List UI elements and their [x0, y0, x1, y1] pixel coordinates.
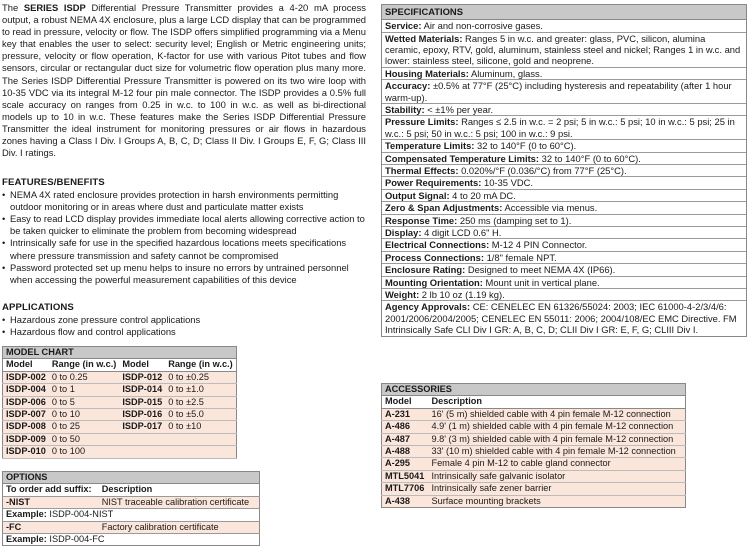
range-cell: 0 to 100 — [49, 446, 120, 458]
table-row — [3, 446, 237, 458]
model-cell: ISDP-007 — [3, 409, 49, 421]
spec-line — [382, 264, 746, 276]
spec-line — [382, 177, 746, 189]
spec-line — [382, 289, 746, 301]
range-cell: 0 to 0.25 — [49, 371, 120, 383]
model-chart-title-row — [3, 347, 237, 359]
range-cell: 0 to 50 — [49, 433, 120, 445]
options-heading: OPTIONS — [3, 472, 260, 484]
spec-line — [382, 202, 746, 214]
spec-label: Housing Materials: — [385, 67, 469, 79]
spec-label: Zero & Span Adjustments: — [385, 202, 503, 214]
spec-value: 32 to 140°F (0 to 60°C). — [474, 140, 577, 152]
applications-heading: APPLICATIONS — [2, 302, 74, 313]
spec-label: Wetted Materials: — [385, 32, 463, 44]
spec-label: Stability: — [385, 103, 425, 115]
option-suffix: -FC — [3, 521, 99, 533]
model-cell: ISDP-012 — [119, 371, 165, 383]
spec-line — [382, 165, 746, 177]
spec-label: Response Time: — [385, 214, 458, 226]
spec-line — [382, 20, 746, 32]
spec-label: Pressure Limits: — [385, 116, 459, 128]
model-cell: ISDP-010 — [3, 446, 49, 458]
spec-label: Service: — [385, 20, 422, 32]
spec-value: CE: CENELEC EN 61326/55024: 2003; IEC 61000-4-2/3/4/6: 2001/2006/2004/2005; CENELEC EN 55011: 2006; 2004/108/EC EMC Directive. FM Intrinsically Safe CLI Div I GR: A, B, C, D; CLII Div I GR: E, F, G; CLIII Div I. — [385, 301, 737, 336]
range-cell: 0 to 1 — [49, 384, 120, 396]
intro-paragraph — [2, 2, 366, 159]
model-cell: ISDP-014 — [119, 384, 165, 396]
range-cell: 0 to 25 — [49, 421, 120, 433]
option-row — [3, 521, 260, 533]
column-header: To order add suffix: — [3, 484, 99, 496]
spec-label: Temperature Limits: — [385, 140, 475, 152]
spec-value: ±0.5% at 77°F (25°C) including hysteresis and repeatability (after 1 hour warm-up). — [385, 80, 732, 103]
model-cell — [119, 433, 165, 445]
accessory-description: 33' (10 m) shielded cable with 4 pin female M-12 connection — [428, 446, 685, 458]
model-cell: ISDP-009 — [3, 433, 49, 445]
option-suffix: -NIST — [3, 496, 99, 508]
option-description: NIST traceable calibration certificate — [99, 496, 260, 508]
application-item: • Hazardous zone pressure control applications — [2, 314, 366, 326]
range-cell: 0 to 10 — [49, 409, 120, 421]
spec-label: Power Requirements: — [385, 177, 482, 189]
table-row — [382, 470, 686, 482]
accessory-model: A-438 — [385, 495, 411, 506]
spec-line — [382, 227, 746, 239]
spec-label: Thermal Effects: — [385, 164, 459, 176]
accessory-model: A-487 — [382, 433, 429, 445]
spec-value: Air and non-corrosive gases. — [421, 20, 543, 32]
example-label: Example: — [6, 534, 47, 545]
accessories-header-row — [382, 396, 686, 408]
spec-value: 32 to 140°F (0 to 60°C). — [539, 152, 641, 164]
spec-value: Mount unit in vertical plane. — [482, 276, 600, 288]
spec-label: Compensated Temperature Limits: — [385, 152, 540, 164]
model-cell: ISDP-016 — [119, 409, 165, 421]
spec-line — [382, 153, 746, 165]
spec-label: Output Signal: — [385, 189, 450, 201]
spec-value: Ranges 5 in w.c. and greater: glass, PVC, silicon, alumina ceramic, epoxy, RTV, gold, aluminum, stainless steel and nickel; Ranges 1 in w.c. and lower: stainless steel, silicone, gold and neoprene. — [385, 32, 741, 67]
spec-line — [382, 277, 746, 289]
accessories-heading: ACCESSORIES — [382, 384, 686, 396]
spec-value: 10-35 VDC. — [481, 177, 533, 189]
intro-body: Differential Pressure Transmitter provides a 4-20 mA process output, a robust NEMA 4X enclosure, plus a large LCD display that can be programmed to read in pressure, velocity or flow. The ISDP offers simplified programming via a Menu key that enables the user to select: security level; English or Metric engineering units; pressure, velocity or flow operation, K-factor for use with various Pitot tubes and flow sensors, circular or rectangular duct size for volumetric flow operation plus many more. The Series ISDP Differential Pressure Transmitter is powered on its two wire loop with 10-35 VDC via its integral M-12 four pin male connector. The ISDP provides a 0.5% full scale accuracy on ranges from 0.25 in w.c. to 100 in w.c. as well as bi-directional models up to 10 in w.c. These features make the Series ISDP Differential Pressure Transmitter the ideal instrument for monitoring pressures or air flows in hazardous zones having a Class I Div. I Groups A, B, C, D; Class II Div. I Groups E, F, G; Class III Div. I ratings. — [2, 2, 366, 159]
spec-label: Enclosure Rating: — [385, 264, 466, 276]
column-header: Model — [119, 359, 165, 371]
intro-product-name: SERIES ISDP — [23, 2, 86, 13]
applications-section — [2, 302, 366, 338]
table-row — [382, 458, 686, 470]
features-section — [2, 177, 366, 286]
accessory-description: Surface mounting brackets — [431, 495, 541, 506]
feature-item: • Intrinsically safe for use in the specified hazardous locations meets specifications where pressure transmission and safety cannot be compromised — [2, 237, 366, 261]
model-chart-table — [2, 346, 237, 459]
spec-label: Electrical Connections: — [385, 239, 490, 251]
spec-value: Accessible via menus. — [502, 202, 598, 214]
column-header: Description — [99, 484, 260, 496]
spec-line — [382, 68, 746, 80]
applications-list — [2, 314, 366, 338]
spec-label: Accuracy: — [385, 80, 431, 92]
accessory-model: MTL5041 — [382, 470, 429, 482]
table-row — [382, 408, 686, 420]
accessory-model: A-295 — [382, 458, 429, 470]
spec-value: 4 digit LCD 0.6" H. — [421, 227, 502, 238]
spec-value: 4 to 20 mA DC. — [449, 189, 516, 201]
accessory-description: 4.9' (1 m) shielded cable with 4 pin female M-12 connection — [428, 421, 685, 433]
feature-item: • Password protected set up menu helps to insure no errors by untrained personnel when accessing the powerful measurement capabilities of this device — [2, 262, 366, 286]
range-cell — [165, 446, 236, 458]
spec-line — [382, 33, 746, 68]
accessory-model: A-486 — [382, 421, 429, 433]
accessory-description: 9.8' (3 m) shielded cable with 4 pin female M-12 connection — [428, 433, 685, 445]
range-cell — [165, 433, 236, 445]
spec-value: 250 ms (damping set to 1). — [457, 214, 572, 226]
table-row — [3, 384, 237, 396]
accessory-model: A-488 — [382, 446, 429, 458]
range-cell: 0 to ±5.0 — [165, 409, 236, 421]
feature-item: • Easy to read LCD display provides immediate local alerts allowing corrective action to be taken quicker to eliminate the problem from becoming widespread — [2, 213, 366, 237]
model-cell: ISDP-004 — [3, 384, 49, 396]
accessory-description: Intrinsically safe galvanic isolator — [428, 470, 685, 482]
spec-label: Display: — [385, 227, 422, 238]
accessory-model: A-231 — [382, 408, 429, 420]
spec-value: Designed to meet NEMA 4X (IP66). — [465, 264, 616, 276]
accessory-model: MTL7706 — [382, 483, 429, 495]
model-chart-heading: MODEL CHART — [3, 347, 237, 359]
intro-lead: The — [2, 2, 24, 13]
range-cell: 0 to ±0.25 — [165, 371, 236, 383]
spec-line — [382, 104, 746, 116]
model-cell: ISDP-017 — [119, 421, 165, 433]
range-cell: 0 to ±2.5 — [165, 396, 236, 408]
table-row — [382, 433, 686, 445]
options-header-row — [3, 484, 260, 496]
spec-value: < ±1% per year. — [424, 103, 494, 115]
application-item: • Hazardous flow and control applications — [2, 326, 366, 338]
spec-value: M-12 4 PIN Connector. — [489, 239, 588, 251]
range-cell: 0 to ±10 — [165, 421, 236, 433]
spec-line — [382, 215, 746, 227]
option-row — [3, 496, 260, 508]
spec-line — [382, 140, 746, 152]
table-row — [382, 421, 686, 433]
spec-value: 1/8" female NPT. — [483, 251, 557, 263]
specifications-heading: SPECIFICATIONS — [382, 5, 746, 20]
accessories-table — [381, 383, 686, 508]
spec-value: 2 lb 10 oz (1.19 kg). — [419, 289, 505, 301]
table-row — [382, 483, 686, 495]
features-heading: FEATURES/BENEFITS — [2, 177, 105, 188]
accessory-description: Intrinsically safe zener barrier — [428, 483, 685, 495]
example-value: ISDP-004-NIST — [46, 509, 114, 520]
spec-value: Ranges ≤ 2.5 in w.c. = 2 psi; 5 in w.c.: 5 psi; 10 in w.c.: 5 psi; 25 in w.c.: 5 psi; 50 in w.c.: 5 psi; 100 in w.c.: 9 psi. — [385, 116, 735, 139]
spec-label: Process Connections: — [385, 251, 484, 263]
table-row — [3, 421, 237, 433]
spec-line — [382, 252, 746, 264]
table-row — [3, 371, 237, 383]
specifications-box — [381, 4, 747, 337]
spec-line — [382, 116, 746, 140]
example-label: Example: — [6, 509, 47, 520]
spec-line — [382, 80, 746, 104]
accessory-description: Female 4 pin M-12 to cable gland connector — [428, 458, 685, 470]
example-value: ISDP-004-FC — [46, 534, 105, 545]
accessory-description: 16' (5 m) shielded cable with 4 pin female M-12 connection — [428, 408, 685, 420]
spec-label: Mounting Orientation: — [385, 276, 483, 288]
options-table — [2, 471, 260, 546]
range-cell: 0 to 5 — [49, 396, 120, 408]
column-header: Model — [382, 396, 429, 408]
spec-line — [382, 301, 746, 335]
options-title-row — [3, 472, 260, 484]
feature-item: • NEMA 4X rated enclosure provides protection in harsh environments permitting outdoor monitoring or in areas where dust and particulate matter exists — [2, 189, 366, 213]
spec-line — [382, 190, 746, 202]
option-description: Factory calibration certificate — [99, 521, 260, 533]
table-row — [382, 495, 686, 507]
range-cell: 0 to ±1.0 — [165, 384, 236, 396]
column-header: Range (in w.c.) — [49, 359, 120, 371]
features-list — [2, 189, 366, 286]
model-cell: ISDP-008 — [3, 421, 49, 433]
model-cell: ISDP-015 — [119, 396, 165, 408]
column-header: Description — [428, 396, 685, 408]
spec-label: Weight: — [385, 289, 420, 301]
table-row — [3, 396, 237, 408]
spec-value: Aluminum, glass. — [468, 67, 543, 79]
column-header: Range (in w.c.) — [165, 359, 236, 371]
spec-label: Agency Approvals: — [385, 301, 471, 313]
column-header: Model — [3, 359, 49, 371]
accessories-title-row — [382, 384, 686, 396]
model-chart-header-row — [3, 359, 237, 371]
option-example-row — [3, 509, 260, 521]
table-row — [3, 433, 237, 445]
spec-value: 0.020%/°F (0.036/°C) from 77°F (25°C). — [458, 164, 627, 176]
model-cell: ISDP-002 — [3, 371, 49, 383]
model-cell — [119, 446, 165, 458]
table-row — [382, 446, 686, 458]
spec-line — [382, 239, 746, 251]
model-cell: ISDP-006 — [3, 396, 49, 408]
table-row — [3, 409, 237, 421]
option-example-row — [3, 534, 260, 546]
